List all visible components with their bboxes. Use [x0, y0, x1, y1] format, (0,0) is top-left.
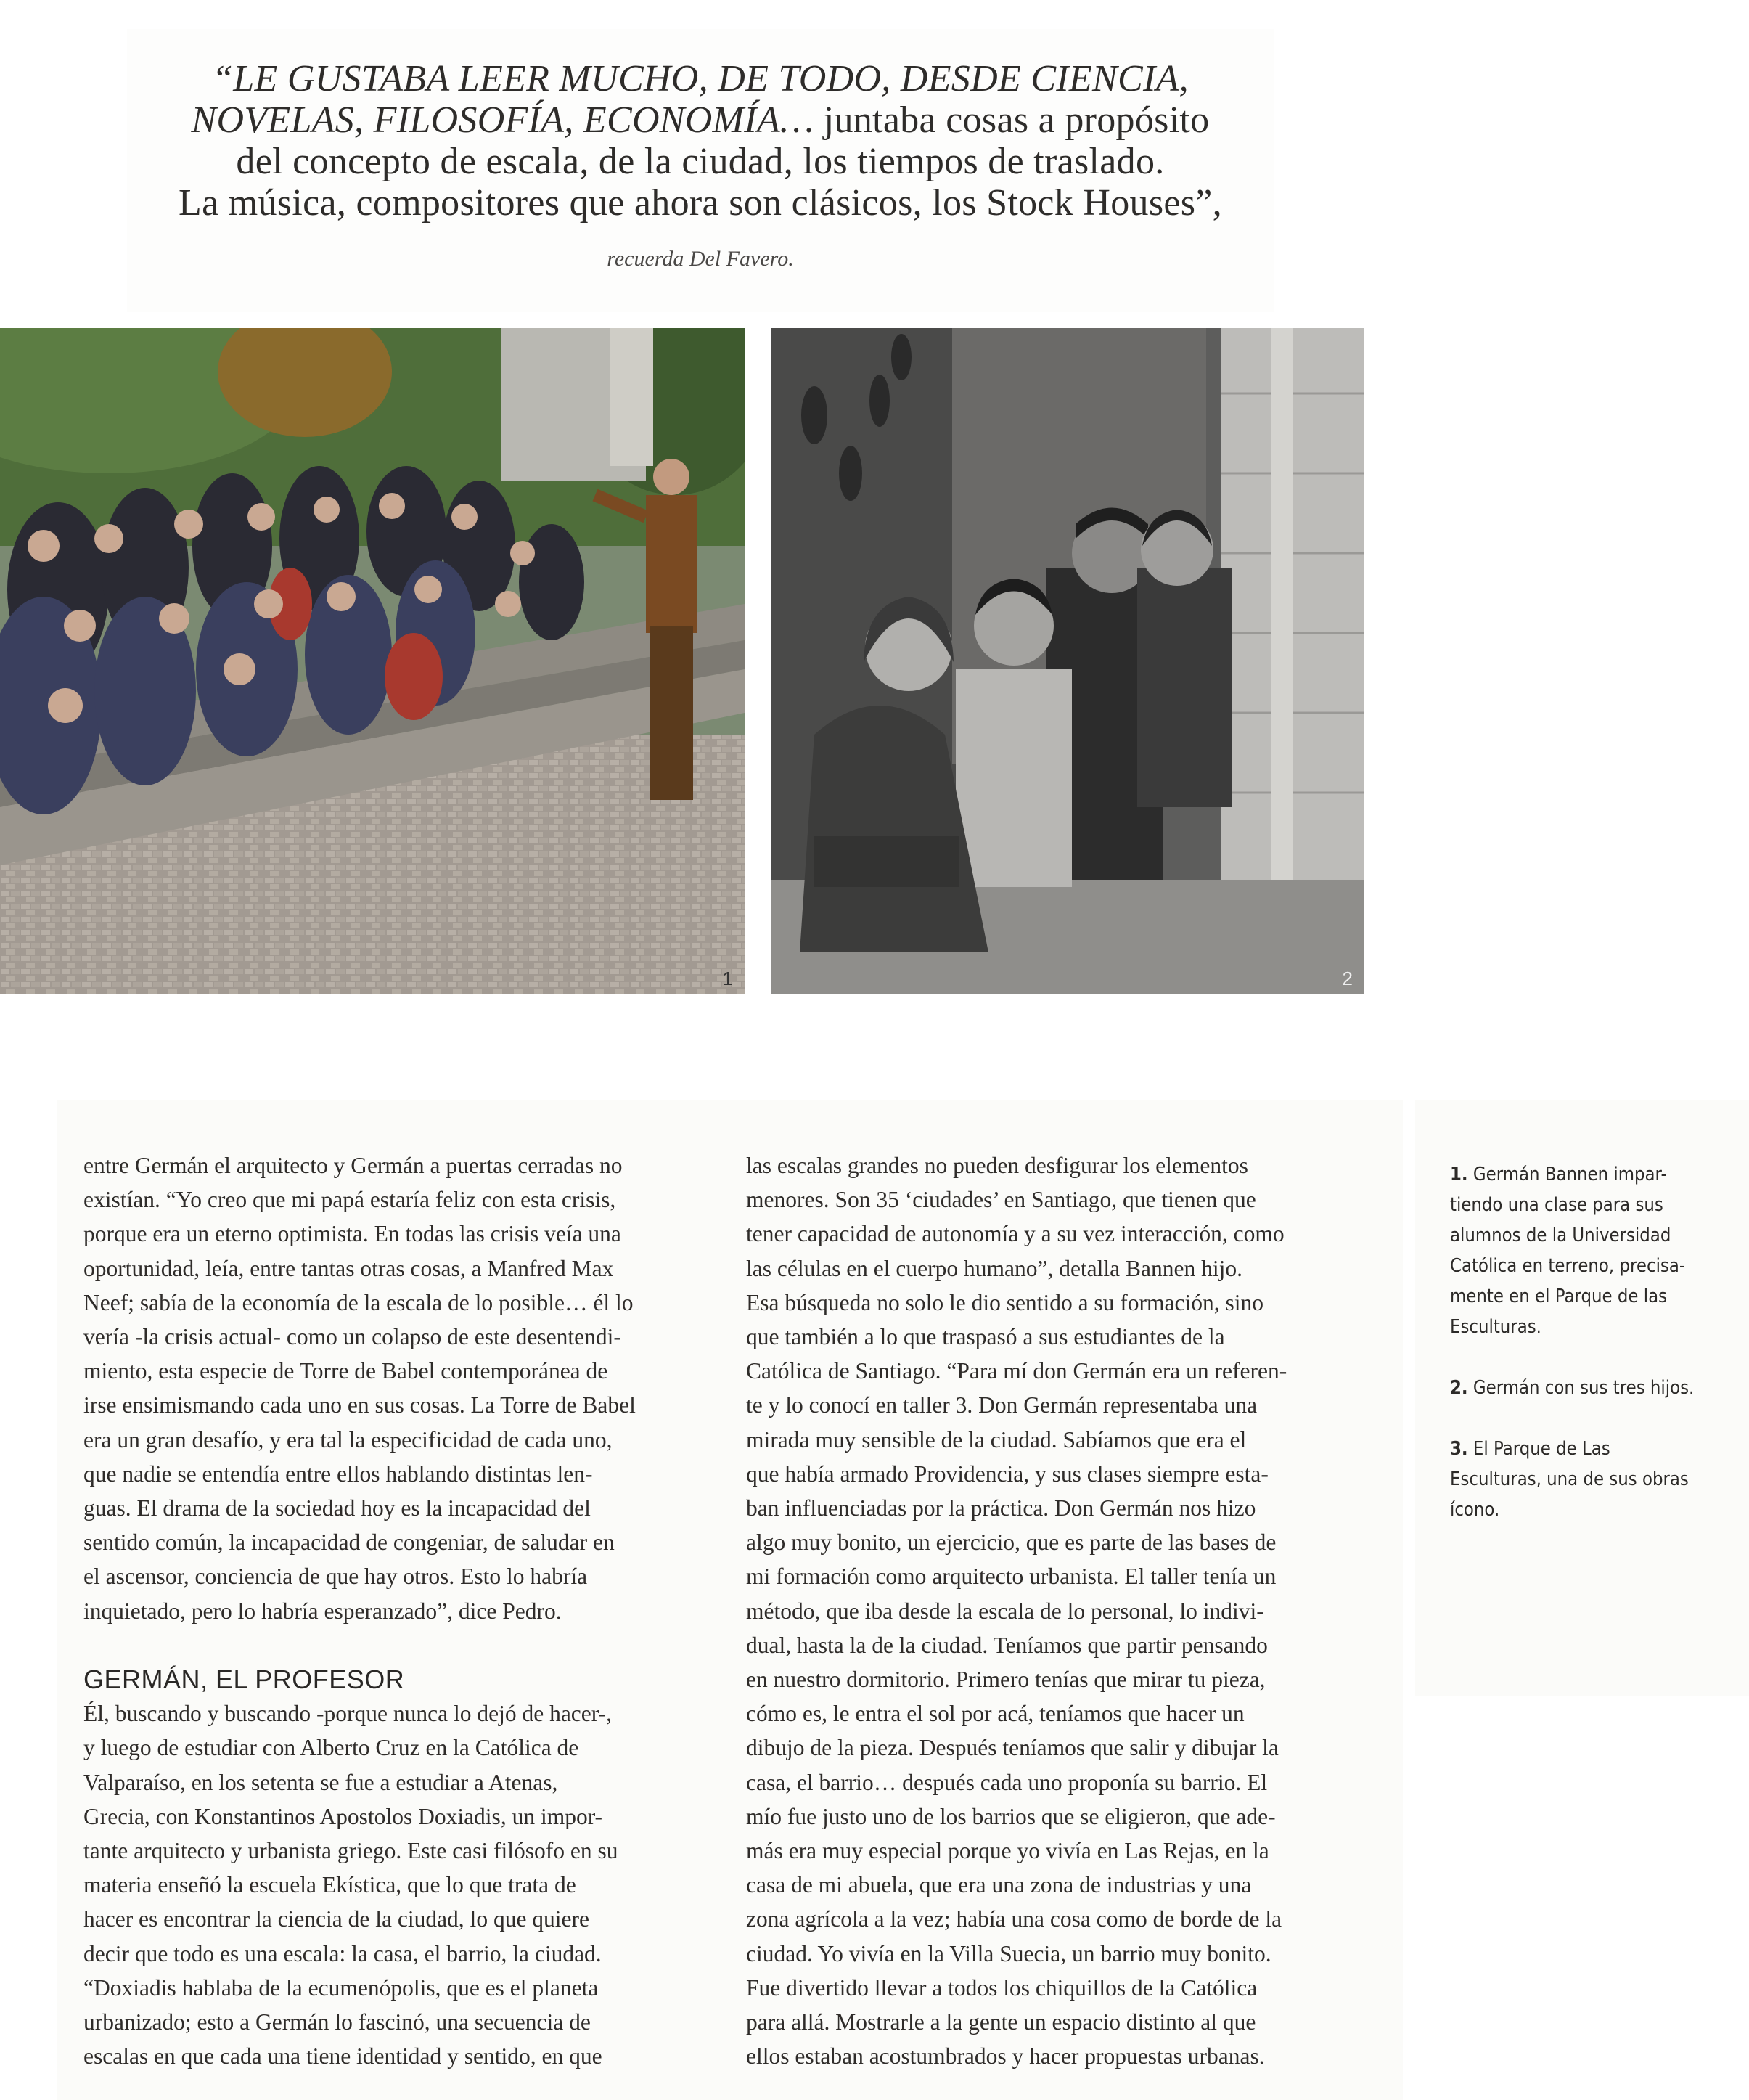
text-line: ellos estaban acostumbrados y hacer propuestas urbanas.: [746, 2043, 1265, 2070]
text-line: guas. El drama de la sociedad hoy es la incapacidad del: [83, 1495, 591, 1521]
text-line: irse ensimismando cada uno en sus cosas. La Torre de Babel: [83, 1392, 636, 1418]
caption-number: 1.: [1450, 1164, 1468, 1185]
caption-number: 3.: [1450, 1438, 1468, 1460]
text-line: Católica de Santiago. “Para mí don Germán era un referen-: [746, 1358, 1287, 1384]
text-line: tener capacidad de autonomía y a su vez interacción, como: [746, 1221, 1285, 1247]
text-line: vería -la crisis actual- como un colapso de este desentendi-: [83, 1324, 621, 1350]
text-line: tante arquitecto y urbanista griego. Este casi filósofo en su: [83, 1838, 618, 1864]
text-line: “Doxiadis hablaba de la ecumenópolis, que es el planeta: [83, 1974, 599, 2001]
photo-family-portrait: [771, 328, 1364, 994]
caption-number: 2.: [1450, 1377, 1468, 1399]
caption-2: [1450, 1373, 1705, 1403]
text-line: Fue divertido llevar a todos los chiquillos de la Católica: [746, 1974, 1258, 2001]
text-line: más era muy especial porque yo vivía en Las Rejas, en la: [746, 1838, 1269, 1864]
caption-text: Católica en terreno, precisa-: [1450, 1255, 1686, 1277]
text-line: dual, hasta la de la ciudad. Teníamos que partir pensando: [746, 1632, 1268, 1658]
text-line: menores. Son 35 ‘ciudades’ en Santiago, que tienen que: [746, 1187, 1256, 1213]
text-line: método, que iba desde la escala de lo personal, lo indivi-: [746, 1598, 1264, 1624]
section-heading: GERMÁN, EL PROFESOR: [83, 1664, 405, 1695]
caption-text: tiendo una clase para sus: [1450, 1194, 1663, 1216]
text-line: escalas en que cada una tiene identidad y sentido, en que: [83, 2043, 602, 2070]
text-line: dibujo de la pieza. Después teníamos que salir y dibujar la: [746, 1735, 1279, 1761]
quote-line-3: del concepto de escala, de la ciudad, los tiempos de traslado.: [236, 141, 1165, 182]
text-line: que también a lo que traspasó a sus estudiantes de la: [746, 1324, 1225, 1350]
text-line: miento, esta especie de Torre de Babel contemporánea de: [83, 1358, 608, 1384]
text-line: Esa búsqueda no solo le dio sentido a su formación, sino: [746, 1289, 1264, 1315]
text-line: en nuestro dormitorio. Primero tenías que mirar tu pieza,: [746, 1667, 1266, 1693]
text-line: oportunidad, leía, entre tantas otras cosas, a Manfred Max: [83, 1255, 614, 1281]
text-line: y luego de estudiar con Alberto Cruz en la Católica de: [83, 1735, 579, 1761]
photo-number-1: 1: [722, 968, 733, 989]
text-line: hacer es encontrar la ciencia de la ciudad, lo que quiere: [83, 1906, 589, 1932]
text-line: existían. “Yo creo que mi papá estaría feliz con esta crisis,: [83, 1187, 616, 1213]
text-line: Grecia, con Konstantinos Apostolos Doxiadis, un impor-: [83, 1803, 603, 1829]
text-line: el ascensor, conciencia de que hay otros. Esto lo habría: [83, 1564, 588, 1590]
caption-text: Esculturas, una de sus obras: [1450, 1468, 1689, 1490]
text-line: para allá. Mostrarle a la gente un espacio distinto al que: [746, 2009, 1256, 2035]
article-column-1: [83, 1148, 715, 2073]
text-line: casa de mi abuela, que era una zona de industrias y una: [746, 1872, 1252, 1898]
text-line: decir que todo es una escala: la casa, el barrio, la ciudad.: [83, 1940, 602, 1966]
text-line: mío fue justo uno de los barrios que se eligieron, que ade-: [746, 1803, 1276, 1829]
photo-outdoor-class: [0, 328, 745, 994]
photo-family-portrait-illustration: [771, 328, 1364, 994]
text-line: Él, buscando y buscando -porque nunca lo dejó de hacer-,: [83, 1701, 612, 1727]
caption-text: alumnos de la Universidad: [1450, 1225, 1671, 1246]
article-column-2: [746, 1148, 1377, 2073]
caption-text: ícono.: [1450, 1499, 1500, 1521]
caption-1: [1450, 1159, 1705, 1342]
text-line: mirada muy sensible de la ciudad. Sabíamos que era el: [746, 1426, 1247, 1453]
quote-line-2: NOVELAS, FILOSOFÍA, ECONOMÍA… juntaba cosas a propósito: [191, 99, 1210, 141]
text-line: entre Germán el arquitecto y Germán a puertas cerradas no: [83, 1153, 623, 1178]
quote-line-1: “LE GUSTABA LEER MUCHO, DE TODO, DESDE CIENCIA,: [212, 58, 1189, 99]
quote-attribution: recuerda Del Favero.: [607, 247, 794, 271]
text-line: era un gran desafío, y era tal la especificidad de cada uno,: [83, 1426, 613, 1453]
column-1-paragraph-1: [83, 1148, 715, 1628]
text-line: sentido común, la incapacidad de congeniar, de saludar en: [83, 1529, 615, 1556]
caption-text: El Parque de Las: [1467, 1438, 1610, 1460]
caption-text: Germán Bannen impar-: [1467, 1164, 1667, 1185]
text-line: que nadie se entendía entre ellos hablando distintas len-: [83, 1460, 593, 1487]
text-line: mi formación como arquitecto urbanista. El taller tenía un: [746, 1564, 1277, 1590]
text-line: zona agrícola a la vez; había una cosa como de borde de la: [746, 1906, 1282, 1932]
text-line: algo muy bonito, un ejercicio, que es parte de las bases de: [746, 1529, 1277, 1556]
photo-captions: [1450, 1159, 1705, 1556]
text-line: te y lo conocí en taller 3. Don Germán representaba una: [746, 1392, 1258, 1418]
text-line: las células en el cuerpo humano”, detalla Bannen hijo.: [746, 1255, 1243, 1281]
text-line: ciudad. Yo vivía en la Villa Suecia, un barrio muy bonito.: [746, 1940, 1271, 1966]
text-line: materia enseñó la escuela Ekística, que lo que trata de: [83, 1872, 576, 1898]
quote-line-4: La música, compositores que ahora son clásicos, los Stock Houses”,: [179, 182, 1222, 224]
text-line: inquietado, pero lo habría esperanzado”, dice Pedro.: [83, 1598, 562, 1624]
caption-3: [1450, 1434, 1705, 1525]
text-line: que había armado Providencia, y sus clases siempre esta-: [746, 1460, 1269, 1487]
text-line: Neef; sabía de la economía de la escala de lo posible… él lo: [83, 1289, 634, 1315]
text-line: cómo es, le entra el sol por acá, teníamos que hacer un: [746, 1701, 1245, 1727]
pull-quote: [127, 58, 1274, 224]
text-line: urbanizado; esto a Germán lo fascinó, una secuencia de: [83, 2009, 591, 2035]
photo-number-2: 2: [1342, 968, 1353, 989]
caption-text: mente en el Parque de las: [1450, 1286, 1668, 1307]
text-line: casa, el barrio… después cada uno proponía su barrio. El: [746, 1769, 1268, 1795]
photo-outdoor-class-illustration: [0, 328, 745, 994]
text-line: Valparaíso, en los setenta se fue a estudiar a Atenas,: [83, 1769, 558, 1795]
text-line: porque era un eterno optimista. En todas las crisis veía una: [83, 1221, 621, 1247]
text-line: ban influenciadas por la práctica. Don Germán nos hizo: [746, 1495, 1256, 1521]
caption-text: Germán con sus tres hijos.: [1467, 1377, 1695, 1399]
text-line: las escalas grandes no pueden desfigurar los elementos: [746, 1153, 1248, 1178]
caption-text: Esculturas.: [1450, 1316, 1541, 1338]
column-1-paragraph-2: [83, 1696, 715, 2073]
